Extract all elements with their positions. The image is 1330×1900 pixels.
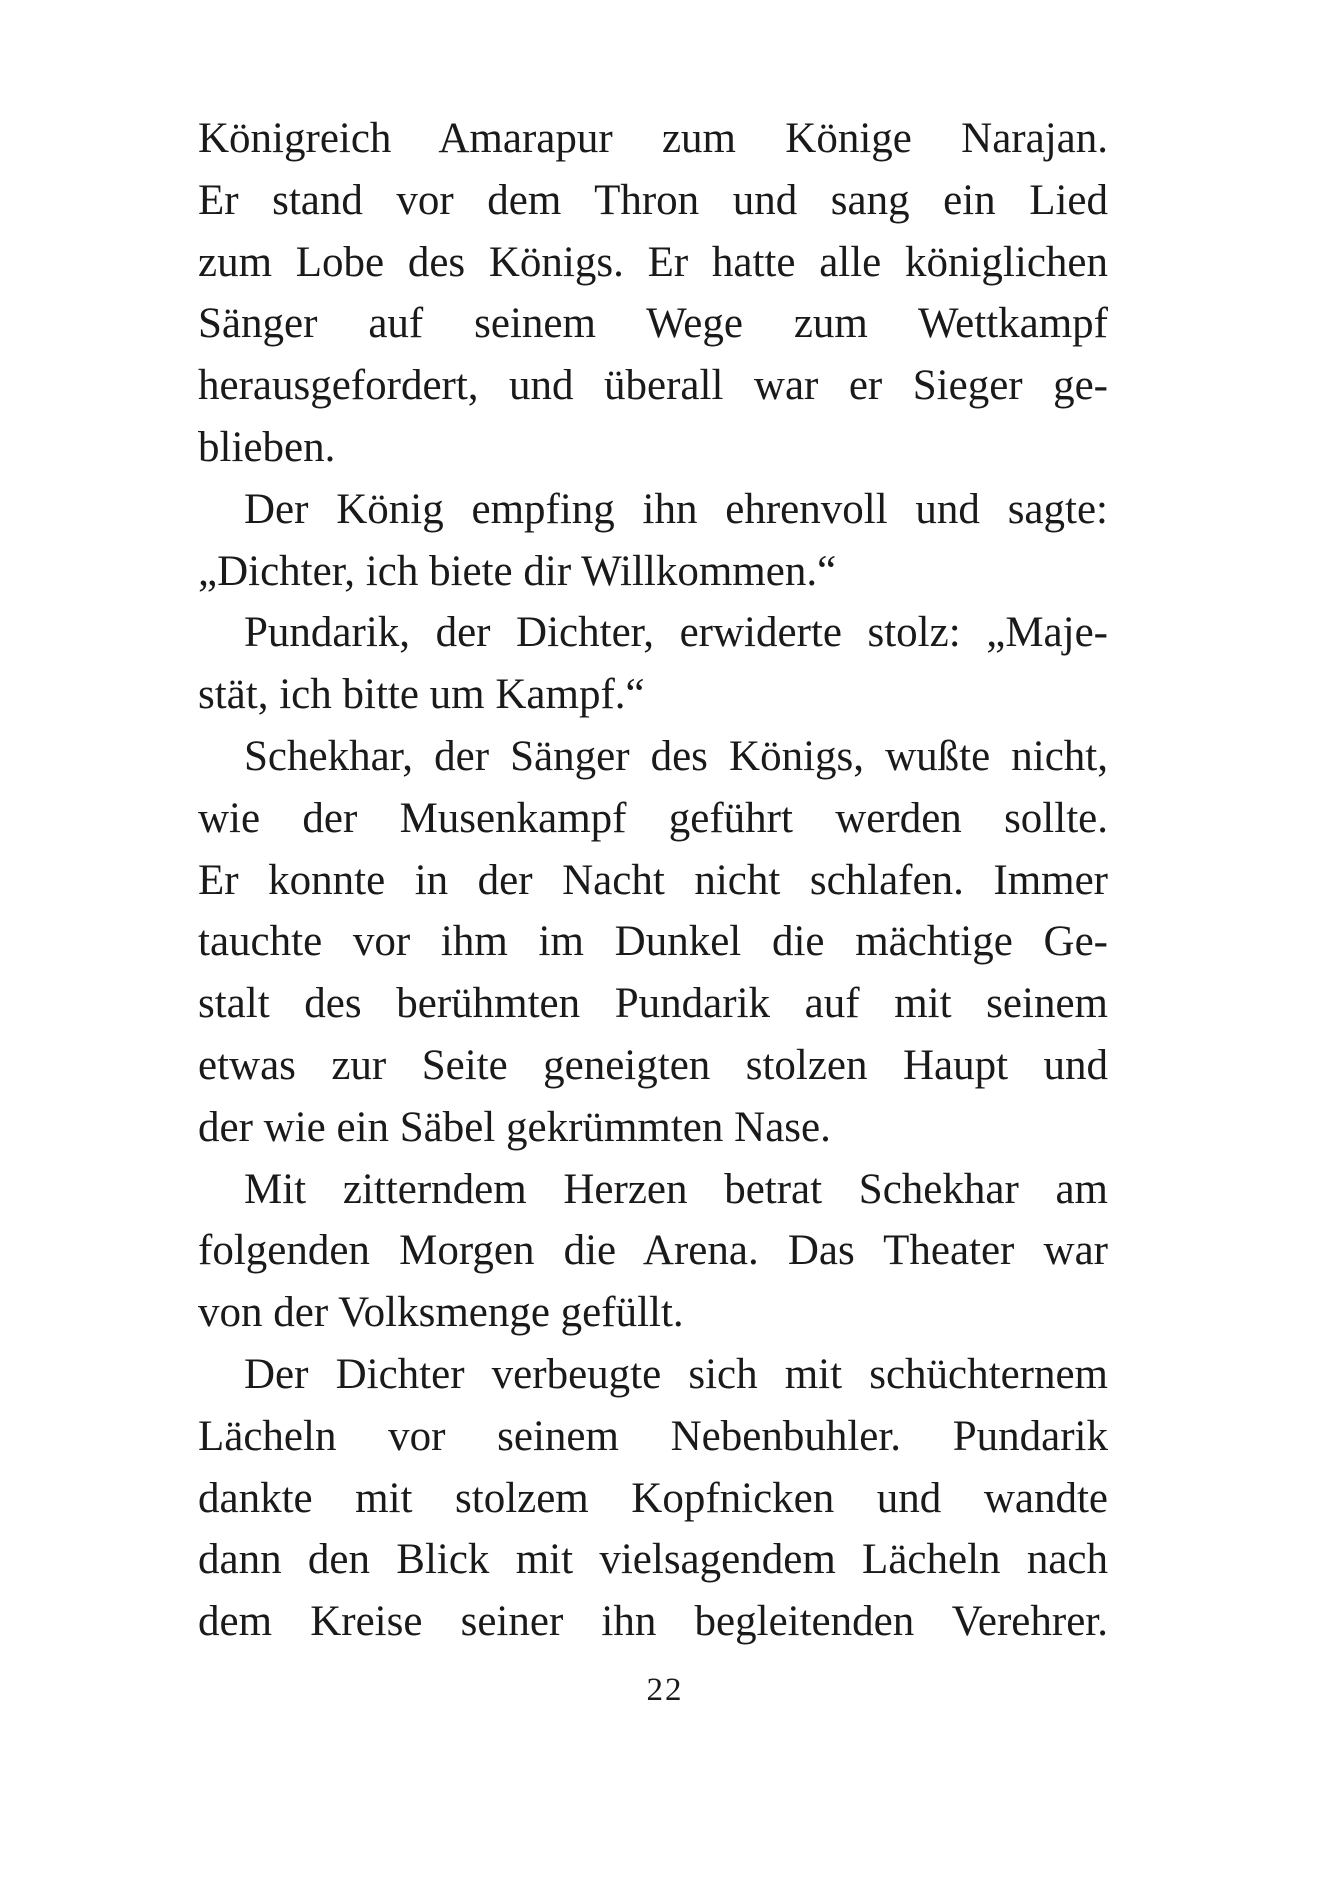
text-line: etwas zur Seite geneigten stolzen Haupt und [198,1041,1108,1089]
text-line: Er stand vor dem Thron und sang ein Lied [198,176,1108,224]
text-line: tauchte vor ihm im Dunkel die mächtige Ge- [198,918,1108,966]
text-line: dann den Blick mit vielsagendem Lächeln nach [198,1536,1108,1584]
text-line: herausgefordert, und überall war er Sieger ge- [198,362,1108,410]
text-line: folgenden Morgen die Arena. Das Theater war [198,1227,1108,1275]
text-line: wie der Musenkampf geführt werden sollte. [198,794,1108,842]
text-line: Sänger auf seinem Wege zum Wettkampf [198,300,1108,348]
text-line: stät, ich bitte um Kampf.“ [198,671,645,719]
text-line: Lächeln vor seinem Nebenbuhler. Pundarik [198,1412,1108,1460]
text-line: dem Kreise seiner ihn begleitenden Verehrer. [198,1598,1108,1646]
text-line: blieben. [198,423,336,471]
text-line: „Dichter, ich biete dir Willkommen.“ [198,547,837,595]
text-line: Königreich Amarapur zum Könige Narajan. [198,115,1108,162]
text-line: der wie ein Säbel gekrümmten Nase. [198,1103,831,1151]
text-line: Schekhar, der Sänger des Königs, wußte nicht, [244,732,1108,780]
text-line: Der König empfing ihn ehrenvoll und sagte: [244,485,1108,533]
text-line: Pundarik, der Dichter, erwiderte stolz: „Maje- [244,609,1108,657]
text-line: Er konnte in der Nacht nicht schlafen. Immer [198,856,1108,904]
text-line: dankte mit stolzem Kopfnicken und wandte [198,1474,1108,1522]
text-line: von der Volksmenge gefüllt. [198,1289,684,1337]
text-line: Mit zitterndem Herzen betrat Schekhar am [244,1165,1108,1213]
text-line: stalt des berühmten Pundarik auf mit seinem [198,980,1108,1028]
page-number: 22 [646,1672,684,1708]
body-text [198,108,1108,1653]
text-line: zum Lobe des Königs. Er hatte alle königlichen [198,238,1108,286]
text-line: Der Dichter verbeugte sich mit schüchternem [244,1350,1108,1398]
